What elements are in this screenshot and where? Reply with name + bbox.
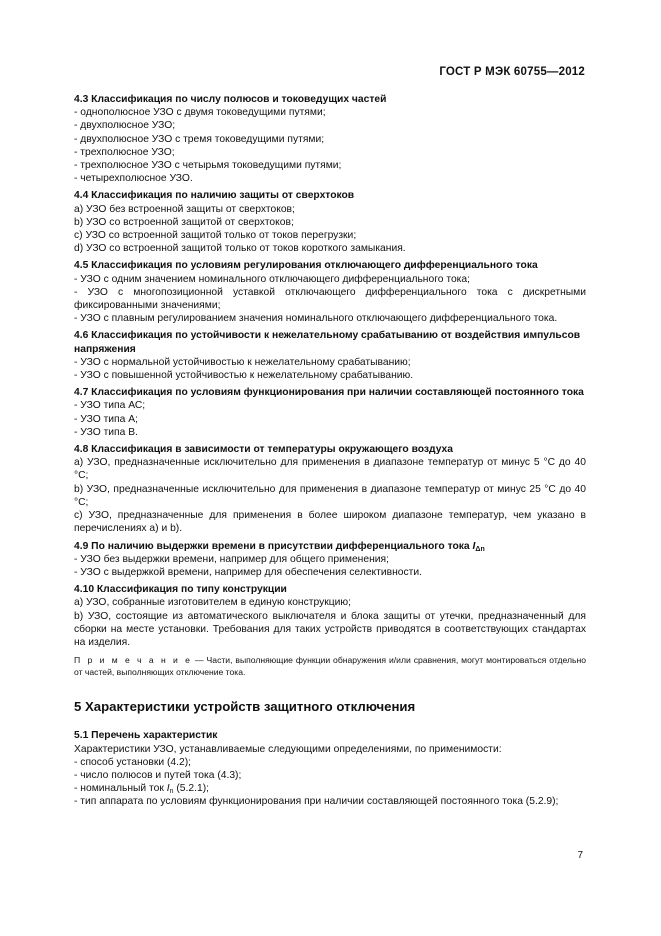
list-item: а) УЗО, собранные изготовителем в единую конструкцию; (74, 597, 351, 609)
chapter-5-title: 5 Характеристики устройств защитного отключения (74, 699, 416, 715)
list-item: - число полюсов и путей тока (4.3); (74, 769, 242, 781)
section-4-4-title: 4.4 Классификация по наличию защиты от сверхтоков (74, 190, 355, 202)
page-body (74, 93, 586, 809)
list-item: - однополюсное УЗО с двумя токоведущими путями; (74, 107, 326, 119)
list-item: - УЗО с плавным регулированием значения номинального отключающего дифференциального тока. (74, 313, 558, 325)
list-item: а) УЗО без встроенной защиты от сверхтоков; (74, 203, 295, 215)
list-item: - способ установки (4.2); (74, 756, 192, 768)
current-symbol: I (166, 783, 170, 795)
list-item: - УЗО типа В. (74, 426, 138, 438)
list-item: - УЗО типа АС; (74, 400, 146, 412)
list-item: d) УЗО со встроенной защитой только от токов короткого замыкания. (74, 243, 406, 255)
list-item: - УЗО с нормальной устойчивостью к нежелательному срабатыванию; (74, 356, 411, 368)
list-item: b) УЗО со встроенной защитой от сверхтоков; (74, 216, 294, 228)
list-item (74, 782, 586, 795)
list-item: - тип аппарата по условиям функционирования при наличии составляющей постоянного тока (5.2.9); (74, 796, 559, 808)
list-item: - трехполюсное УЗО с четырьмя токоведущими путями; (74, 160, 342, 172)
section-4-9-title (74, 540, 586, 553)
current-subscript: Δn (475, 545, 485, 553)
section-4-9-title-text: 4.9 По наличию выдержки времени в присутствии дифференциального тока (74, 540, 470, 552)
section-4-3-title: 4.3 Классификация по числу полюсов и токоведущих частей (74, 94, 387, 105)
list-item: а) УЗО, предназначенные исключительно для применения в диапазоне температур от минус 5 °С до 40 °С; (74, 457, 586, 482)
list-item: b) УЗО, состоящие из автоматического выключателя и блока защиты от утечки, предназначенный для сборки на месте установки. Требования для таких устройств приводятся в соответствующих стандартах на изделия. (74, 610, 586, 648)
list-item: - двухполюсное УЗО с тремя токоведущими путями; (74, 133, 325, 145)
section-4-10-title: 4.10 Классификация по типу конструкции (74, 584, 287, 596)
list-item: - трехполюсное УЗО; (74, 146, 175, 158)
current-subscript: n (169, 788, 174, 796)
note (74, 654, 586, 678)
list-item: - четырехполюсное УЗО. (74, 173, 193, 185)
current-symbol: I (472, 540, 476, 552)
intro-paragraph: Характеристики УЗО, устанавливаемые следующими определениями, по применимости: (74, 743, 502, 755)
note-text: — Части, выполняющие функции обнаружения и/или сравнения, могут монтироваться отдельно от частей, выполняющих отключение тока. (74, 655, 586, 678)
section-4-8-title: 4.8 Классификация в зависимости от температуры окружающего воздуха (74, 444, 454, 456)
list-item: - УЗО без выдержки времени, например для общего применения; (74, 553, 389, 565)
list-item: - УЗО типа А; (74, 413, 138, 425)
item-text: - номинальный ток (74, 783, 167, 795)
section-4-6-title: 4.6 Классификация по устойчивости к нежелательному срабатыванию от воздействия импульсов напряжения (74, 330, 581, 355)
list-item: - двухполюсное УЗО; (74, 120, 176, 132)
list-item: - УЗО с повышенной устойчивостью к нежелательному срабатыванию. (74, 370, 414, 382)
list-item: - УЗО с многопозиционной уставкой отключающего дифференциального тока с дискретными фиксированными значениями; (74, 286, 586, 312)
page-number: 7 (577, 850, 583, 861)
list-item: c) УЗО, предназначенные для применения в более широком диапазоне температур, чем указано в перечислениях а) и b). (74, 510, 586, 535)
note-label: П р и м е ч а н и е (74, 655, 193, 666)
item-text: (5.2.1); (173, 783, 209, 795)
section-4-5-title: 4.5 Классификация по условиям регулирования отключающего дифференциального тока (74, 260, 538, 272)
document-header: ГОСТ Р МЭК 60755—2012 (439, 66, 585, 78)
section-5-1-title: 5.1 Перечень характеристик (74, 730, 218, 742)
list-item: c) УЗО со встроенной защитой только от токов перегрузки; (74, 230, 357, 242)
list-item: b) УЗО, предназначенные исключительно для применения в диапазоне температур от минус 25 °С до 40 °С; (74, 483, 586, 508)
list-item: - УЗО с выдержкой времени, например для обеспечения селективности. (74, 566, 422, 578)
section-4-7-title: 4.7 Классификация по условиям функционирования при наличии составляющей постоянного тока (74, 387, 584, 399)
list-item: - УЗО с одним значением номинального отключающего дифференциального тока; (74, 273, 470, 285)
